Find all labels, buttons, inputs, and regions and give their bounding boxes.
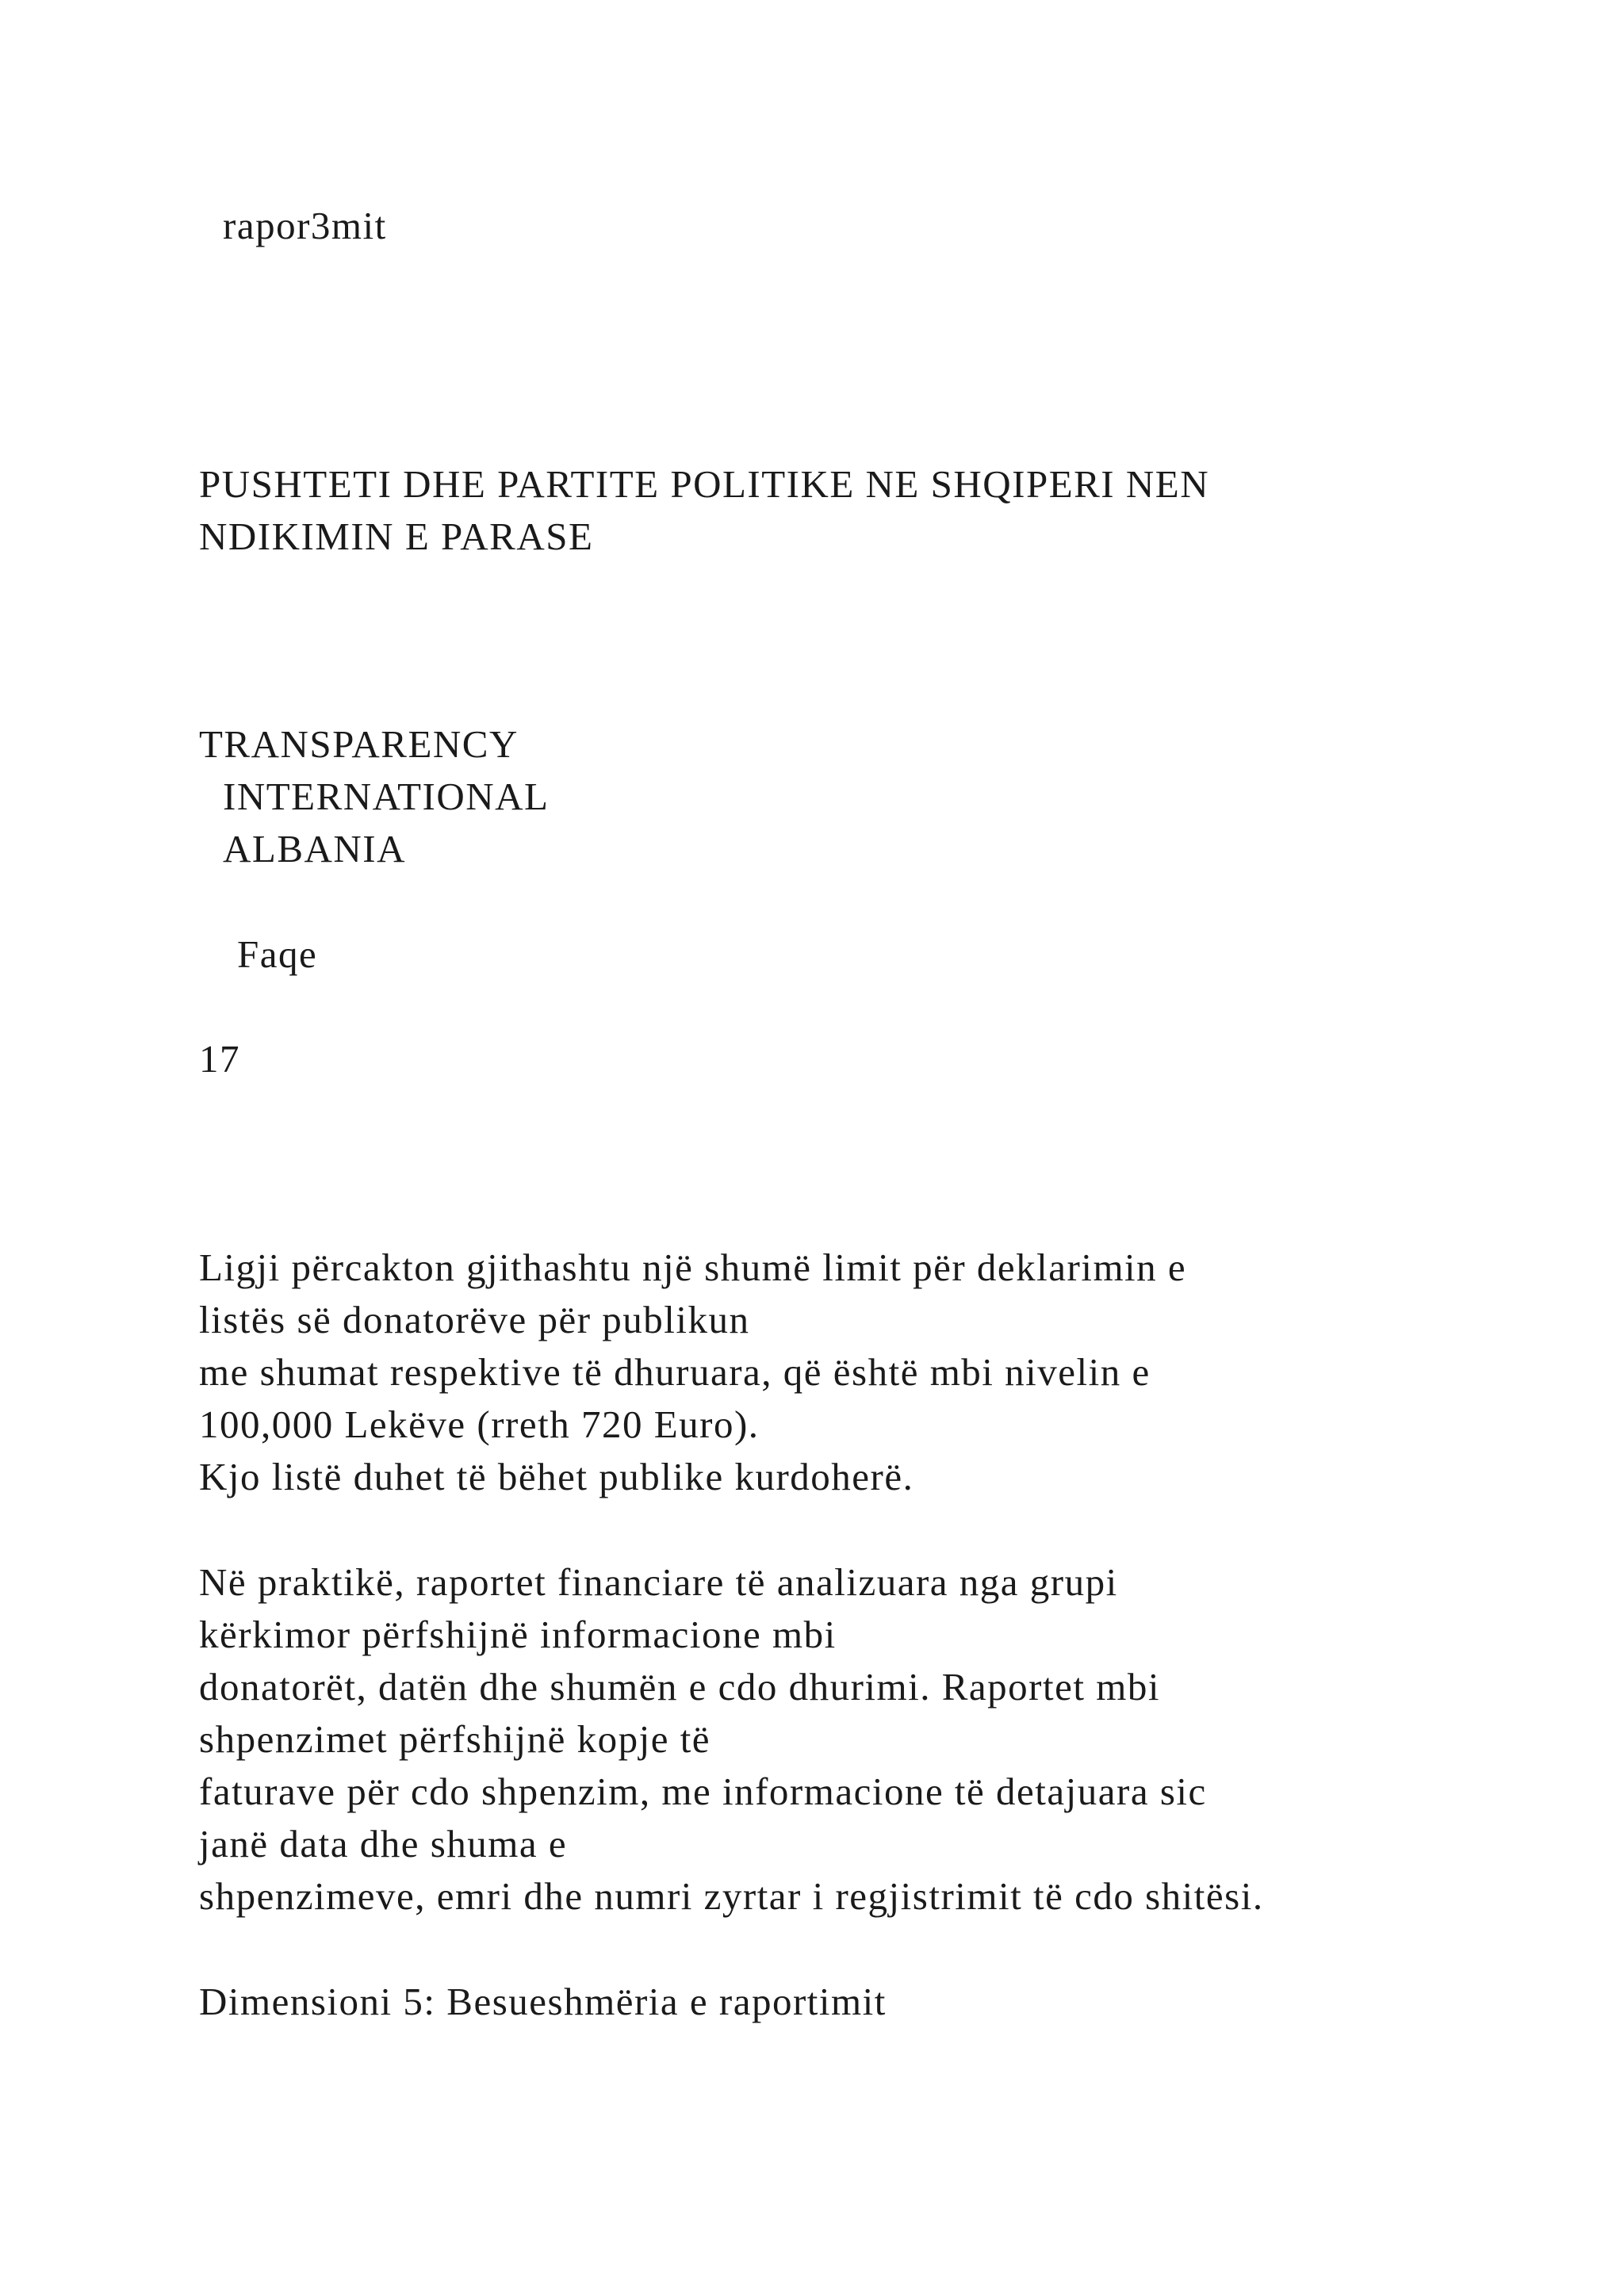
- paragraph2-line-4: shpenzimet përfshijnë kopje të: [199, 1717, 711, 1761]
- paragraph2-line-6: janë data dhe shuma e: [199, 1822, 568, 1866]
- paragraph2-line-1: Në praktikë, raportet financiare të analizuara nga grupi: [199, 1560, 1118, 1604]
- paragraph2-line-3: donatorët, datën dhe shumën e cdo dhurimi. Raportet mbi: [199, 1665, 1160, 1709]
- section-heading: Dimensioni 5: Besueshmëria e raportimit: [199, 1980, 887, 2023]
- title-line-1: PUSHTETI DHE PARTITE POLITIKE NE SHQIPERI NEN: [199, 462, 1210, 506]
- organization-line-2: INTERNATIONAL: [223, 775, 550, 818]
- paragraph2-line-7: shpenzimeve, emri dhe numri zyrtar i regjistrimit të cdo shitësi.: [199, 1874, 1264, 1918]
- organization-line-1: TRANSPARENCY: [199, 722, 519, 766]
- page-label: Faqe: [237, 932, 318, 976]
- paragraph2-line-5: faturave për cdo shpenzim, me informacione të detajuara sic: [199, 1770, 1207, 1813]
- paragraph1-line-1: Ligji përcakton gjithashtu një shumë limit për deklarimin e: [199, 1246, 1187, 1289]
- paragraph1-line-3: me shumat respektive të dhuruara, që është mbi nivelin e: [199, 1350, 1151, 1394]
- paragraph1-line-5: Kjo listë duhet të bëhet publike kurdoherë.: [199, 1455, 914, 1498]
- paragraph1-line-2: listës së donatorëve për publikun: [199, 1298, 750, 1341]
- paragraph1-line-4: 100,000 Lekëve (rreth 720 Euro).: [199, 1402, 760, 1446]
- organization-line-3: ALBANIA: [223, 827, 406, 871]
- page-number: 17: [199, 1037, 240, 1081]
- title-line-2: NDIKIMIN E PARASE: [199, 515, 594, 558]
- paragraph2-line-2: kërkimor përfshijnë informacione mbi: [199, 1613, 837, 1656]
- header-label: rapor3mit: [223, 204, 387, 247]
